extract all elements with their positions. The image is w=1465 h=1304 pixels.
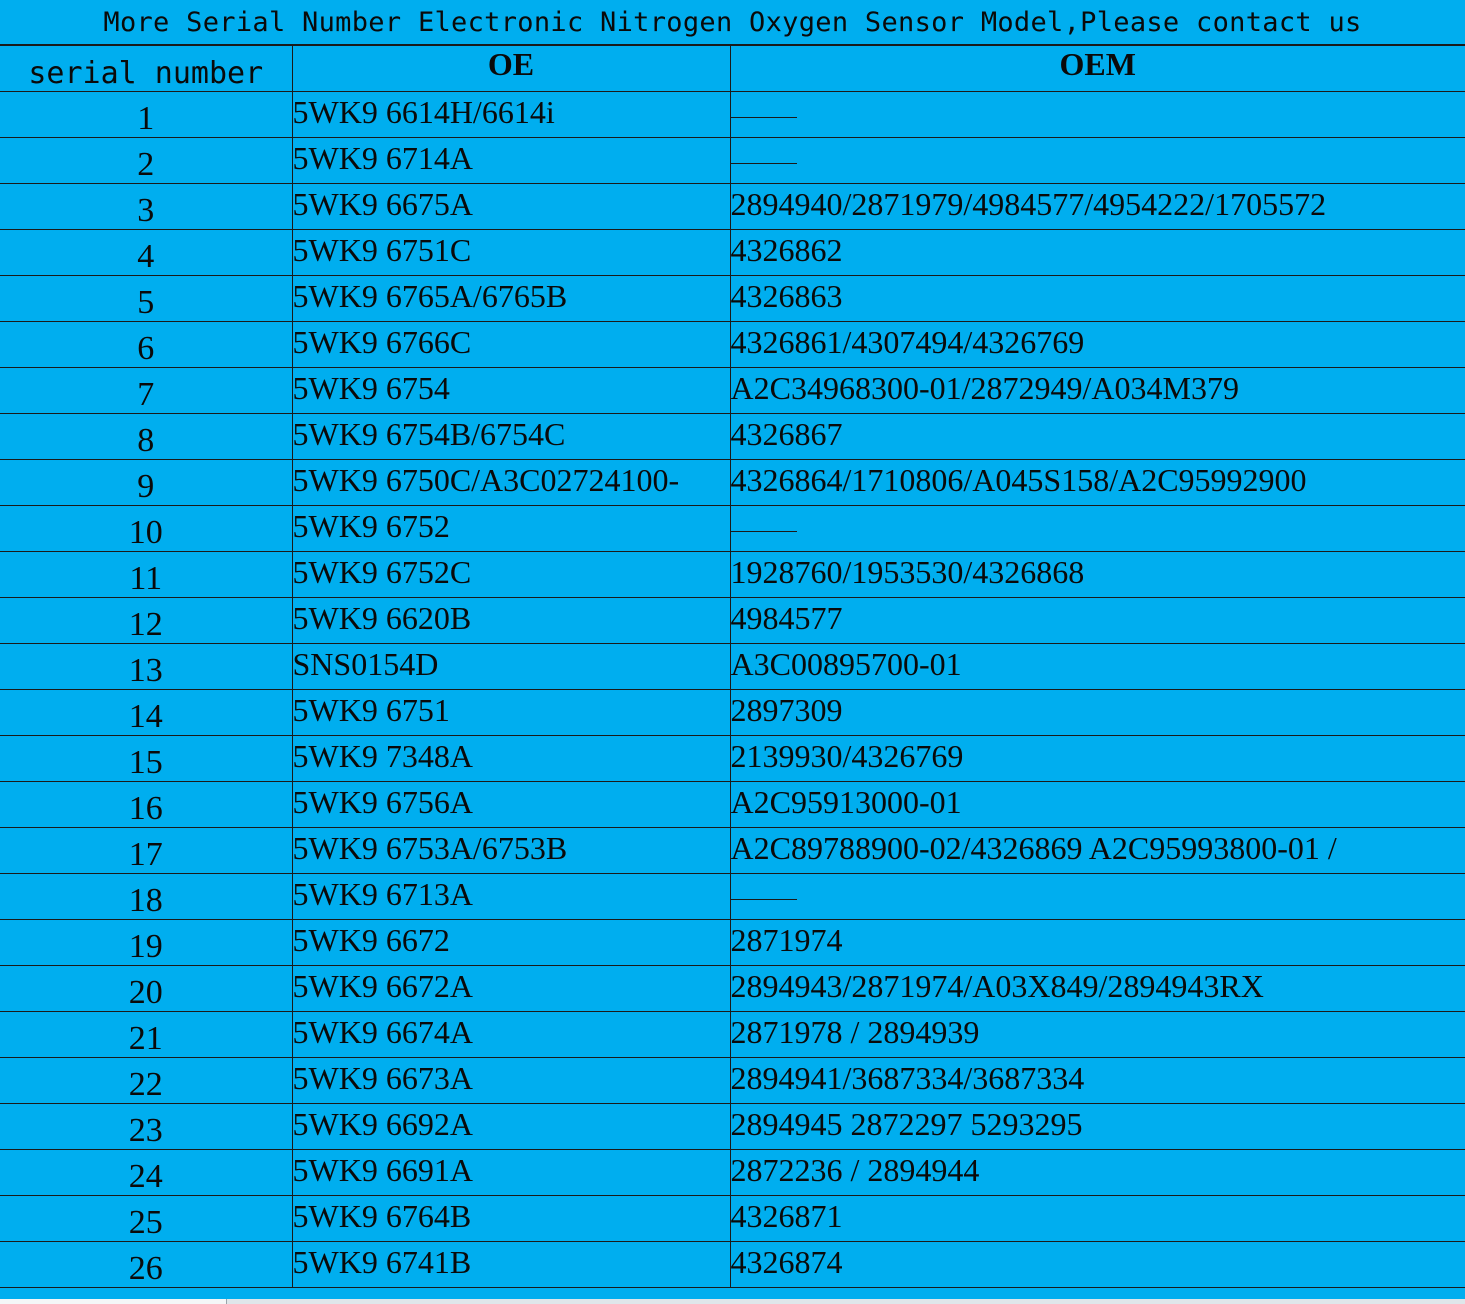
- oem-cell: [730, 138, 1465, 184]
- table-row: [0, 138, 1465, 184]
- serial-number-cell: 16: [0, 782, 292, 828]
- column-header-oem: OEM: [730, 46, 1465, 92]
- serial-number-cell: 8: [0, 414, 292, 460]
- serial-number-cell: 6: [0, 322, 292, 368]
- table-row: [0, 1012, 1465, 1058]
- table-row: [0, 1104, 1465, 1150]
- oe-cell: 5WK9 6620B: [292, 598, 730, 644]
- oem-cell: 2871974: [730, 920, 1465, 966]
- oem-cell: 2897309: [730, 690, 1465, 736]
- oem-cell: 4326867: [730, 414, 1465, 460]
- oe-cell: 5WK9 6672: [292, 920, 730, 966]
- oem-cell: 4326874: [730, 1242, 1465, 1288]
- table-row: [0, 782, 1465, 828]
- oe-cell: 5WK9 6751C: [292, 230, 730, 276]
- serial-number-cell: 26: [0, 1242, 292, 1288]
- serial-number-cell: 10: [0, 506, 292, 552]
- oem-cell: 4326863: [730, 276, 1465, 322]
- serial-number-cell: 13: [0, 644, 292, 690]
- serial-number-cell: 15: [0, 736, 292, 782]
- table-row: [0, 552, 1465, 598]
- table-row: [0, 736, 1465, 782]
- serial-number-cell: 17: [0, 828, 292, 874]
- table-row: [0, 598, 1465, 644]
- oe-cell: 5WK9 6675A: [292, 184, 730, 230]
- serial-number-cell: 7: [0, 368, 292, 414]
- table-row: [0, 414, 1465, 460]
- oe-cell: 5WK9 6672A: [292, 966, 730, 1012]
- table-body: [0, 92, 1465, 1288]
- serial-number-cell: 19: [0, 920, 292, 966]
- serial-number-cell: 14: [0, 690, 292, 736]
- empty-value-dash: [731, 531, 797, 532]
- oe-cell: 5WK9 6764B: [292, 1196, 730, 1242]
- table-row: [0, 1242, 1465, 1288]
- oe-cell: 5WK9 6714A: [292, 138, 730, 184]
- serial-number-cell: 21: [0, 1012, 292, 1058]
- table-row: [0, 644, 1465, 690]
- oe-cell: 5WK9 6691A: [292, 1150, 730, 1196]
- empty-value-dash: [731, 899, 797, 900]
- oem-cell: 2139930/4326769: [730, 736, 1465, 782]
- oem-cell: 2894945 2872297 5293295: [730, 1104, 1465, 1150]
- table-row: [0, 1058, 1465, 1104]
- column-header-oe: OE: [292, 46, 730, 92]
- oem-cell: A2C34968300-01/2872949/A034M379: [730, 368, 1465, 414]
- page-banner: More Serial Number Electronic Nitrogen Oxygen Sensor Model,Please contact us: [0, 0, 1465, 45]
- table-row: [0, 690, 1465, 736]
- oem-cell: 4326864/1710806/A045S158/A2C95992900: [730, 460, 1465, 506]
- oe-cell: 5WK9 6754: [292, 368, 730, 414]
- serial-number-cell: 23: [0, 1104, 292, 1150]
- oem-cell: [730, 874, 1465, 920]
- table-row: [0, 828, 1465, 874]
- oe-cell: 5WK9 6766C: [292, 322, 730, 368]
- column-header-serial-number: serial number: [0, 46, 292, 92]
- serial-number-cell: 18: [0, 874, 292, 920]
- oe-cell: 5WK9 6692A: [292, 1104, 730, 1150]
- serial-number-cell: 3: [0, 184, 292, 230]
- oem-cell: 2894941/3687334/3687334: [730, 1058, 1465, 1104]
- table-row: [0, 92, 1465, 138]
- oe-cell: 5WK9 6751: [292, 690, 730, 736]
- serial-number-cell: 5: [0, 276, 292, 322]
- oe-cell: 5WK9 6754B/6754C: [292, 414, 730, 460]
- serial-number-cell: 24: [0, 1150, 292, 1196]
- table-row: [0, 1196, 1465, 1242]
- serial-number-cell: 22: [0, 1058, 292, 1104]
- serial-number-cell: 1: [0, 92, 292, 138]
- oe-cell: 5WK9 6753A/6753B: [292, 828, 730, 874]
- table-row: [0, 966, 1465, 1012]
- table-row: [0, 506, 1465, 552]
- table-row: [0, 368, 1465, 414]
- oe-cell: 5WK9 7348A: [292, 736, 730, 782]
- oe-cell: 5WK9 6765A/6765B: [292, 276, 730, 322]
- empty-value-dash: [731, 163, 797, 164]
- oem-cell: 2872236 / 2894944: [730, 1150, 1465, 1196]
- oem-cell: [730, 506, 1465, 552]
- oe-cell: 5WK9 6713A: [292, 874, 730, 920]
- table-row: [0, 920, 1465, 966]
- table-row: [0, 460, 1465, 506]
- serial-number-cell: 20: [0, 966, 292, 1012]
- table-row: [0, 874, 1465, 920]
- horizontal-scrollbar-thumb[interactable]: [0, 1299, 227, 1304]
- serial-number-cell: 12: [0, 598, 292, 644]
- oem-cell: [730, 92, 1465, 138]
- oem-cell: 4984577: [730, 598, 1465, 644]
- oem-cell: 4326861/4307494/4326769: [730, 322, 1465, 368]
- oem-cell: 4326862: [730, 230, 1465, 276]
- table-header-row: [0, 46, 1465, 92]
- oe-cell: 5WK9 6741B: [292, 1242, 730, 1288]
- oe-cell: 5WK9 6750C/A3C02724100-: [292, 460, 730, 506]
- oem-cell: 2894940/2871979/4984577/4954222/1705572: [730, 184, 1465, 230]
- serial-number-cell: 2: [0, 138, 292, 184]
- oe-cell: 5WK9 6756A: [292, 782, 730, 828]
- oem-cell: A2C95913000-01: [730, 782, 1465, 828]
- oe-cell: SNS0154D: [292, 644, 730, 690]
- oe-cell: 5WK9 6673A: [292, 1058, 730, 1104]
- table-row: [0, 230, 1465, 276]
- oem-cell: 4326871: [730, 1196, 1465, 1242]
- table-row: [0, 322, 1465, 368]
- oem-cell: A2C89788900-02/4326869 A2C95993800-01 /: [730, 828, 1465, 874]
- oe-cell: 5WK9 6752C: [292, 552, 730, 598]
- oem-cell: 1928760/1953530/4326868: [730, 552, 1465, 598]
- serial-number-cell: 25: [0, 1196, 292, 1242]
- oe-cell: 5WK9 6674A: [292, 1012, 730, 1058]
- serial-number-cell: 4: [0, 230, 292, 276]
- serial-number-cell: 11: [0, 552, 292, 598]
- serial-number-cell: 9: [0, 460, 292, 506]
- sensor-table: [0, 45, 1465, 1288]
- table-row: [0, 276, 1465, 322]
- table-row: [0, 184, 1465, 230]
- oem-cell: 2871978 / 2894939: [730, 1012, 1465, 1058]
- empty-value-dash: [731, 117, 797, 118]
- oem-cell: A3C00895700-01: [730, 644, 1465, 690]
- oem-cell: 2894943/2871974/A03X849/2894943RX: [730, 966, 1465, 1012]
- oe-cell: 5WK9 6752: [292, 506, 730, 552]
- table-row: [0, 1150, 1465, 1196]
- oe-cell: 5WK9 6614H/6614i: [292, 92, 730, 138]
